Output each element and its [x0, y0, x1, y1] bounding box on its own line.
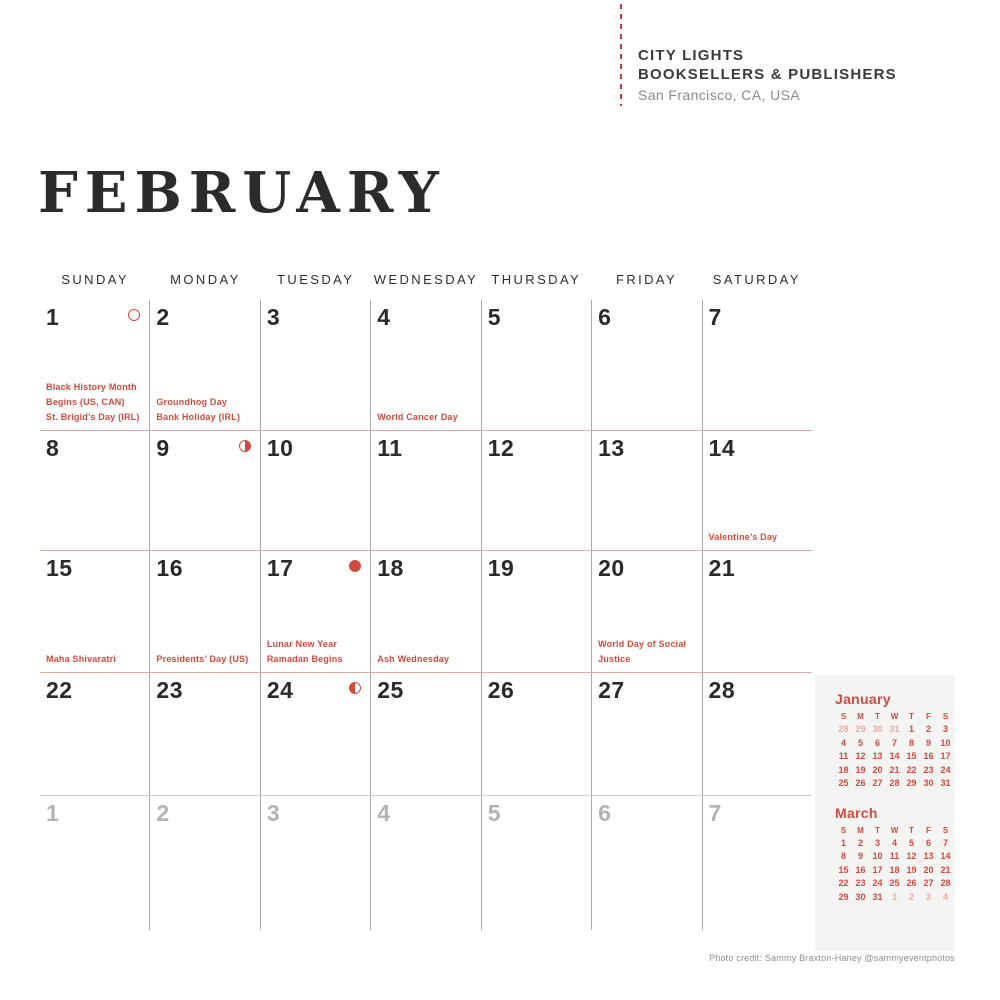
- mini-day-number: 13: [872, 751, 883, 761]
- mini-calendar-title: January: [835, 691, 891, 707]
- mini-day-number: 9: [857, 851, 863, 861]
- mini-weekday-header: W: [890, 825, 899, 835]
- mini-day-number: 28: [940, 878, 951, 888]
- day-cell-25: [371, 673, 481, 795]
- mini-day-number: 18: [889, 864, 900, 875]
- brand-name-line1: CITY LIGHTS: [638, 47, 745, 64]
- mini-day-number: 25: [889, 878, 900, 888]
- day-number: 6: [598, 304, 612, 330]
- holiday-label: Maha Shivaratri: [46, 654, 117, 664]
- mini-day-number: 7: [891, 737, 897, 748]
- day-number: 11: [377, 435, 403, 461]
- day-number: 10: [266, 435, 294, 461]
- day-number: 7: [708, 800, 722, 826]
- day-number: 24: [266, 677, 294, 703]
- mini-day-number: 3: [874, 837, 880, 848]
- mini-day-number: 12: [855, 751, 866, 761]
- mini-day-number: 2: [908, 891, 914, 902]
- day-number: 26: [487, 677, 515, 703]
- holiday-label: St. Brigid’s Day (IRL): [46, 412, 140, 422]
- mini-day-number: 4: [942, 891, 948, 902]
- mini-day-number: 5: [857, 737, 863, 748]
- mini-day-number: 4: [891, 837, 897, 848]
- photo-credit: Photo credit: Sammy Braxton-Haney @sammyeventphotos: [709, 953, 955, 963]
- mini-weekday-header: T: [875, 825, 880, 835]
- holiday-label: Ramadan Begins: [266, 654, 343, 664]
- mini-day-number: 23: [923, 764, 934, 775]
- mini-day-number: 31: [872, 891, 883, 902]
- weekday-friday: FRIDAY: [615, 272, 678, 287]
- mini-day-number: 8: [908, 737, 914, 748]
- day-cell-21: [703, 551, 812, 672]
- mini-day-number: 31: [940, 778, 951, 788]
- mini-day-number: 22: [906, 764, 917, 775]
- day-cell-26: [482, 673, 592, 795]
- moon-phase-first-quarter-icon: [349, 682, 361, 694]
- holiday-list: [267, 637, 367, 667]
- day-number: 16: [156, 555, 184, 581]
- mini-day-number: 24: [872, 878, 883, 888]
- mini-day-number: 3: [942, 724, 948, 734]
- mini-day-number: 26: [906, 878, 917, 888]
- holiday-list: [377, 652, 477, 667]
- holiday-list: [46, 380, 146, 425]
- day-number: 4: [377, 304, 391, 330]
- day-number: 3: [266, 304, 281, 330]
- mini-day-number: 21: [889, 764, 900, 775]
- holiday-list: [156, 395, 256, 425]
- next-month-day-cell-6: [592, 796, 702, 930]
- day-cell-22: [40, 673, 150, 795]
- day-number: 18: [377, 555, 404, 581]
- mini-day-number: 21: [940, 864, 951, 875]
- holiday-label: Groundhog Day: [156, 397, 228, 407]
- day-number: 5: [487, 800, 501, 826]
- mini-day-number: 29: [906, 778, 917, 788]
- mini-day-number: 30: [923, 778, 934, 788]
- holiday-label: Valentine’s Day: [708, 532, 778, 542]
- mini-day-number: 1: [891, 891, 897, 902]
- mini-day-number: 14: [889, 751, 900, 761]
- mini-calendar-grid: [835, 824, 955, 905]
- holiday-list: [598, 637, 698, 667]
- mini-day-number: 5: [908, 837, 914, 848]
- mini-day-number: 18: [838, 764, 849, 775]
- mini-weekday-header: S: [840, 825, 847, 835]
- day-number: 23: [156, 677, 184, 703]
- day-cell-6: [592, 300, 702, 430]
- next-month-day-cell-4: [371, 796, 481, 930]
- mini-weekday-header: T: [909, 825, 914, 835]
- day-number: 7: [708, 304, 722, 330]
- mini-day-number: 25: [838, 778, 849, 788]
- day-number: 15: [46, 555, 73, 581]
- day-cell-15: [40, 551, 150, 672]
- mini-day-number: 13: [923, 851, 934, 861]
- day-number: 14: [708, 435, 736, 461]
- day-number: 1: [46, 800, 60, 826]
- day-cell-8: [40, 431, 150, 550]
- mini-day-number: 1: [840, 837, 846, 848]
- day-number: 8: [46, 435, 60, 461]
- day-number: 19: [487, 555, 515, 581]
- weekday-sunday: SUNDAY: [61, 272, 129, 287]
- mini-day-number: 10: [940, 737, 951, 748]
- mini-day-number: 10: [872, 851, 883, 861]
- mini-day-number: 8: [840, 851, 846, 861]
- moon-phase-new-icon: [349, 560, 361, 572]
- day-number: 2: [156, 800, 170, 826]
- day-cell-14: [703, 431, 812, 550]
- holiday-list: [709, 530, 809, 545]
- brand-name-line2: BOOKSELLERS & PUBLISHERS: [638, 66, 897, 83]
- day-number: 22: [46, 677, 73, 703]
- day-cell-3: [261, 300, 371, 430]
- month-grid: [40, 300, 812, 930]
- weekday-tuesday: TUESDAY: [277, 272, 355, 287]
- mini-day-number: 4: [840, 737, 846, 748]
- mini-day-number: 12: [906, 851, 917, 861]
- mini-day-number: 22: [838, 878, 849, 888]
- day-number: 27: [598, 677, 625, 703]
- day-cell-23: [150, 673, 260, 795]
- mini-day-number: 20: [872, 764, 883, 775]
- mini-day-number: 3: [925, 891, 931, 902]
- mini-weekday-header: S: [942, 712, 949, 721]
- day-number: 28: [708, 677, 736, 703]
- mini-day-number: 23: [855, 878, 866, 888]
- mini-day-number: 9: [925, 737, 931, 748]
- mini-day-number: 16: [923, 751, 934, 761]
- weekday-header-row: [40, 272, 812, 287]
- holiday-label: World Day of Social Justice: [598, 639, 687, 664]
- mini-day-number: 11: [889, 851, 900, 861]
- mini-day-number: 15: [838, 864, 849, 875]
- mini-day-number: 30: [872, 724, 883, 734]
- mini-day-number: 20: [923, 864, 934, 875]
- day-cell-28: [703, 673, 812, 795]
- day-number: 17: [266, 555, 294, 581]
- day-cell-7: [703, 300, 812, 430]
- brand-location: San Francisco, CA, USA: [638, 87, 801, 103]
- holiday-label: World Cancer Day: [377, 412, 458, 422]
- mini-calendar-march: [835, 791, 955, 905]
- mini-weekday-header: S: [942, 825, 949, 835]
- mini-weekday-header: S: [840, 712, 847, 721]
- mini-day-number: 11: [838, 751, 849, 761]
- day-cell-19: [482, 551, 592, 672]
- mini-day-number: 15: [906, 751, 917, 761]
- mini-day-number: 14: [940, 851, 951, 861]
- day-number: 9: [156, 435, 170, 461]
- weekday-monday: MONDAY: [170, 272, 241, 287]
- day-number: 21: [708, 555, 736, 581]
- day-cell-16: [150, 551, 260, 672]
- holiday-list: [377, 410, 477, 425]
- mini-day-number: 28: [838, 724, 849, 734]
- week-row-4: [40, 673, 812, 796]
- week-row-2: [40, 431, 812, 551]
- day-cell-11: [371, 431, 481, 550]
- day-number: 25: [377, 677, 404, 703]
- mini-day-number: 31: [889, 724, 900, 734]
- mini-day-number: 26: [855, 778, 866, 788]
- holiday-list: [156, 652, 256, 667]
- week-row-3: [40, 551, 812, 673]
- day-cell-24: [261, 673, 371, 795]
- holiday-label: Ash Wednesday: [377, 654, 450, 664]
- next-month-day-cell-3: [261, 796, 371, 930]
- day-cell-5: [482, 300, 592, 430]
- holiday-label: Lunar New Year: [266, 639, 338, 649]
- day-cell-12: [482, 431, 592, 550]
- mini-weekday-header: T: [909, 712, 914, 721]
- weekday-thursday: THURSDAY: [491, 272, 582, 287]
- brand-block: [638, 46, 897, 105]
- holiday-list: [46, 652, 146, 667]
- mini-day-number: 30: [855, 891, 866, 902]
- day-cell-2: [150, 300, 260, 430]
- mini-weekday-header: F: [926, 825, 931, 835]
- moon-phase-full-icon: [128, 309, 140, 321]
- weekday-saturday: SATURDAY: [712, 272, 801, 287]
- mini-weekday-header: T: [875, 712, 880, 721]
- next-month-day-cell-1: [40, 796, 150, 930]
- mini-day-number: 24: [940, 764, 951, 775]
- day-cell-20: [592, 551, 702, 672]
- mini-day-number: 6: [874, 737, 880, 748]
- mini-day-number: 19: [906, 864, 917, 875]
- next-month-day-cell-5: [482, 796, 592, 930]
- day-number: 13: [598, 435, 625, 461]
- day-number: 5: [487, 304, 501, 330]
- day-cell-4: [371, 300, 481, 430]
- holiday-label: Black History Month Begins (US, CAN): [46, 382, 137, 407]
- mini-day-number: 27: [872, 778, 883, 788]
- mini-calendar-january: [835, 675, 955, 791]
- mini-day-number: 16: [855, 864, 866, 875]
- mini-day-number: 27: [923, 878, 934, 888]
- mini-day-number: 6: [925, 837, 931, 848]
- day-number: 4: [377, 800, 391, 826]
- day-cell-1: [40, 300, 150, 430]
- next-month-day-cell-7: [703, 796, 812, 930]
- dashed-divider-line: [620, 4, 622, 106]
- month-title: FEBRUARY: [38, 160, 446, 226]
- mini-calendar-title: March: [835, 804, 878, 821]
- mini-calendars-panel: [815, 675, 955, 951]
- day-cell-10: [261, 431, 371, 550]
- day-cell-18: [371, 551, 481, 672]
- mini-calendar-grid: [835, 710, 955, 791]
- mini-day-number: 7: [942, 837, 948, 848]
- day-cell-13: [592, 431, 702, 550]
- mini-day-number: 2: [925, 724, 931, 734]
- mini-day-number: 29: [855, 724, 866, 734]
- mini-day-number: 17: [940, 751, 951, 761]
- day-number: 3: [266, 800, 281, 826]
- day-number: 1: [46, 304, 60, 330]
- moon-phase-last-quarter-icon: [239, 440, 251, 452]
- week-row-1: [40, 300, 812, 431]
- day-cell-17: [261, 551, 371, 672]
- week-row-5: [40, 796, 812, 930]
- day-number: 2: [156, 304, 170, 330]
- mini-day-number: 17: [872, 864, 883, 875]
- mini-day-number: 28: [889, 778, 900, 788]
- mini-day-number: 19: [855, 764, 866, 775]
- mini-weekday-header: M: [857, 712, 864, 721]
- day-number: 20: [598, 555, 625, 581]
- day-number: 6: [598, 800, 612, 826]
- holiday-label: Presidents’ Day (US): [156, 654, 249, 664]
- next-month-day-cell-2: [150, 796, 260, 930]
- mini-weekday-header: M: [857, 825, 864, 835]
- weekday-wednesday: WEDNESDAY: [373, 272, 479, 287]
- day-cell-27: [592, 673, 702, 795]
- day-number: 12: [487, 435, 515, 461]
- mini-day-number: 29: [838, 891, 849, 902]
- day-cell-9: [150, 431, 260, 550]
- mini-weekday-header: F: [926, 712, 931, 721]
- holiday-label: Bank Holiday (IRL): [156, 412, 241, 422]
- mini-day-number: 2: [857, 837, 863, 848]
- mini-day-number: 1: [908, 724, 914, 734]
- mini-weekday-header: W: [890, 712, 899, 721]
